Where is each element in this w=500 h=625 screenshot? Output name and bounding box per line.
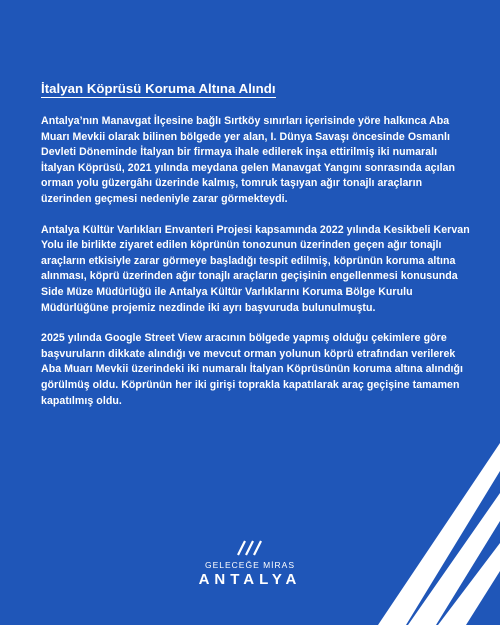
- paragraph-1: Antalya’nın Manavgat İlçesine bağlı Sırtköy sınırları içerisinde yöre halkınca Aba Muarı Mevkii olarak bilinen bölgede yer alan, I. Dünya Savaşı öncesinde Osmanlı Devleti Döneminde İtalyan bir firmaya ihale edilerek inşa ettirilmiş iki numaralı İtalyan Köprüsü, 2021 yılında meydana gelen Manavgat Yangını sonrasında açılan orman yolu güzergâhı üzerinde kalmış, tomruk taşıyan ağır tonajlı araçların üzerinden geçmesi nedeniyle zarar görmekteydi.: [41, 115, 456, 205]
- post-content: [41, 80, 471, 424]
- brand-logo: [0, 540, 500, 588]
- paragraph-3: 2025 yılında Google Street View aracının bölgede yapmış olduğu çekimlere göre başvuruların dikkate alındığı ve mevcut orman yolunun köprü etrafından verilerek Aba Muarı Mevkii üzerindeki iki numaralı İtalyan Köprüsünün koruma altına alındığı görülmüş oldu. Köprünün her iki girişi toprakla kapatılarak araç geçişine tamamen kapatılmış oldu.: [41, 332, 464, 407]
- paragraph-2: Antalya Kültür Varlıkları Envanteri Projesi kapsamında 2022 yılında Kesikbeli Kervan Yolu ile birlikte ziyaret edilen köprünün tonozunun üzerinden geçen ağır tonajlı araçların etkisiyle zarar görmeye başladığı tespit edilmiş, köprünün koruma altına alınması, köprü üzerinden ağır tonajlı araçların geçişinin engellenmesi konusunda Side Müze Müdürlüğü ile Antalya Kültür Varlıklarını Koruma Bölge Kurulu Müdürlüğüne projemiz nezdinde iki ayrı başvuruda bulunulmuştu.: [41, 223, 470, 314]
- diagonal-stripes-decoration: [360, 425, 500, 625]
- post-title: İtalyan Köprüsü Koruma Altına Alındı: [41, 81, 276, 96]
- brand-tagline: GELECEĞE MİRAS: [204, 560, 296, 570]
- brand-name: ANTALYA: [198, 571, 302, 588]
- triple-slash-logo-icon: [235, 540, 265, 556]
